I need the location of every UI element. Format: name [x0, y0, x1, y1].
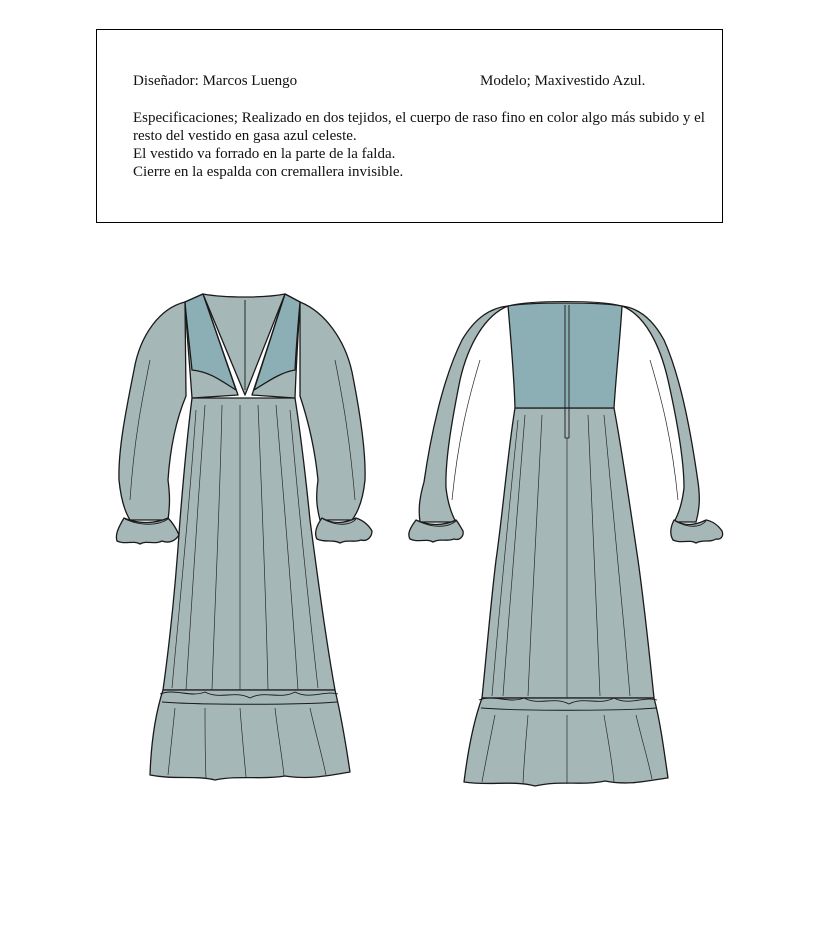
back-flounce: [464, 698, 668, 786]
spec-line-closure: Cierre en la espalda con cremallera invisible.: [133, 164, 404, 180]
spec-line-fabrics: Especificaciones; Realizado en dos tejidos, el cuerpo de raso fino en color algo más subido y el resto del vestido en gasa azul celeste.: [133, 110, 705, 144]
dress-front-view: [116, 294, 372, 780]
back-skirt: [482, 408, 654, 698]
back-left-sleeve: [419, 306, 508, 522]
front-right-sleeve: [300, 302, 365, 520]
front-right-cuff: [316, 518, 372, 543]
front-left-sleeve: [119, 302, 186, 520]
designer-label: Diseñador: Marcos Luengo: [133, 73, 298, 89]
front-left-cuff: [116, 518, 179, 544]
back-right-cuff: [671, 520, 723, 543]
back-left-cuff: [409, 520, 463, 542]
dress-back-view: [409, 302, 723, 787]
back-right-sleeve: [622, 306, 699, 522]
spec-line-lining: El vestido va forrado en la parte de la falda.: [133, 146, 396, 162]
model-label: Modelo; Maxivestido Azul.: [480, 73, 646, 89]
